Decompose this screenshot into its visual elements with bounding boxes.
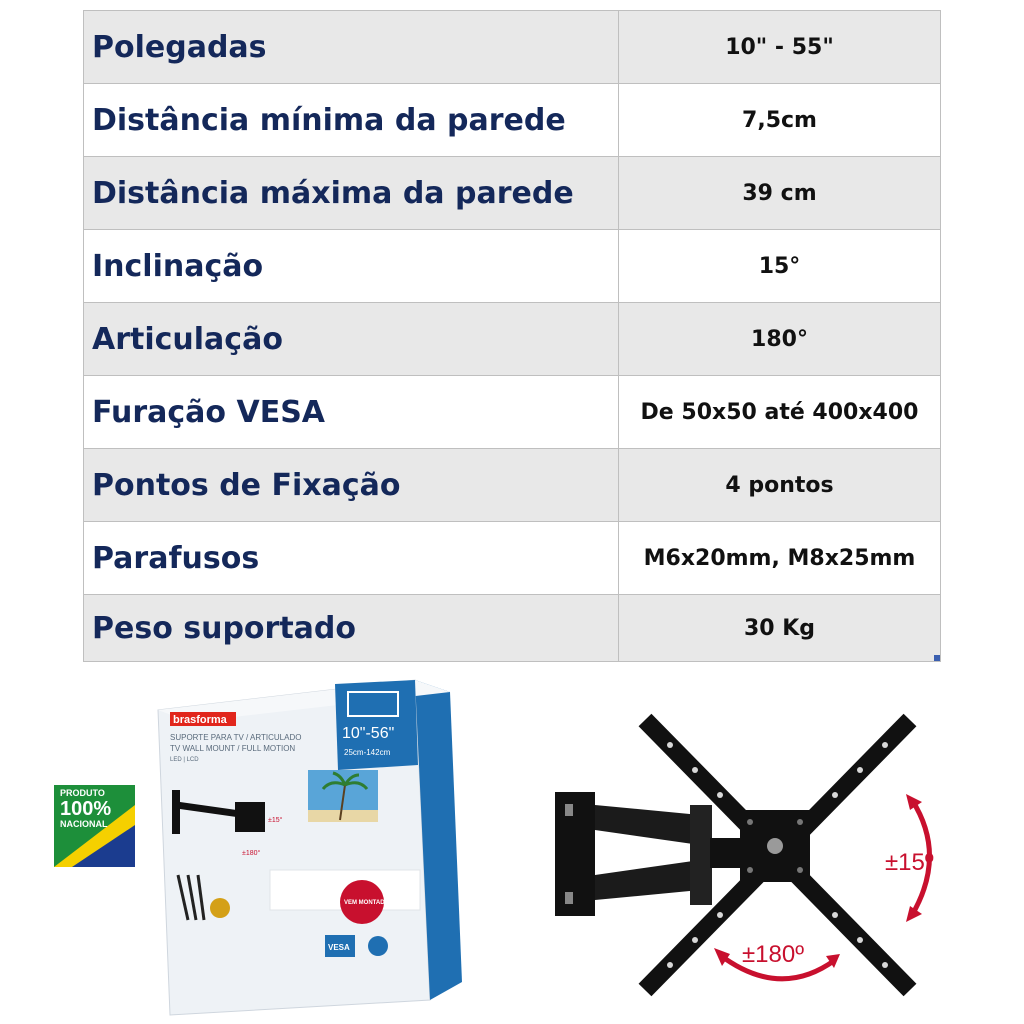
spec-label: Furação VESA: [84, 376, 619, 449]
box-cm-text: 25cm-142cm: [344, 748, 391, 757]
badge-line2: 100%: [60, 798, 112, 820]
mount-swivel-label: ±180º: [742, 941, 804, 968]
box-line3-text: LED | LCD: [170, 757, 199, 763]
spec-value: 39 cm: [619, 157, 941, 230]
table-row: [84, 230, 941, 303]
badge-line3: NACIONAL: [60, 819, 108, 829]
box-line1-text: SUPORTE PARA TV / ARTICULADO: [170, 733, 302, 742]
spec-label: Polegadas: [84, 11, 619, 84]
spec-label: Articulação: [84, 303, 619, 376]
table-corner-marker: [934, 655, 940, 661]
table-row: [84, 11, 941, 84]
spec-value: M6x20mm, M8x25mm: [619, 522, 941, 595]
spec-value: 10" - 55": [619, 11, 941, 84]
spec-label: Distância máxima da parede: [84, 157, 619, 230]
spec-label: Pontos de Fixação: [84, 449, 619, 522]
table-row: [84, 376, 941, 449]
mount-tilt-label: ±15º: [885, 849, 934, 876]
box-tilt-text: ±15°: [268, 817, 283, 824]
box-vesa-text: VESA: [328, 943, 350, 952]
table-row: [84, 157, 941, 230]
box-brand-text: brasforma: [173, 714, 227, 726]
product-box-image: [150, 670, 510, 1020]
spec-value: 15°: [619, 230, 941, 303]
tv-mount-image: [550, 710, 990, 1010]
box-size-text: 10"-56": [342, 725, 395, 742]
spec-value: 4 pontos: [619, 449, 941, 522]
table-row: [84, 595, 941, 662]
badge-line1: PRODUTO: [60, 788, 105, 798]
box-line2-text: TV WALL MOUNT / FULL MOTION: [170, 744, 296, 753]
spec-value: 30 Kg: [619, 595, 941, 662]
spec-label: Peso suportado: [84, 595, 619, 662]
produto-nacional-badge: [54, 785, 135, 867]
table-row: [84, 522, 941, 595]
table-row: [84, 84, 941, 157]
table-row: [84, 303, 941, 376]
box-swivel-text: ±180°: [242, 850, 261, 857]
spec-value: 7,5cm: [619, 84, 941, 157]
spec-label: Inclinação: [84, 230, 619, 303]
spec-value: 180°: [619, 303, 941, 376]
spec-label: Distância mínima da parede: [84, 84, 619, 157]
spec-value: De 50x50 até 400x400: [619, 376, 941, 449]
specs-table: [83, 10, 941, 662]
table-row: [84, 449, 941, 522]
spec-label: Parafusos: [84, 522, 619, 595]
box-seal-text: VEM MONTADO: [344, 900, 390, 906]
